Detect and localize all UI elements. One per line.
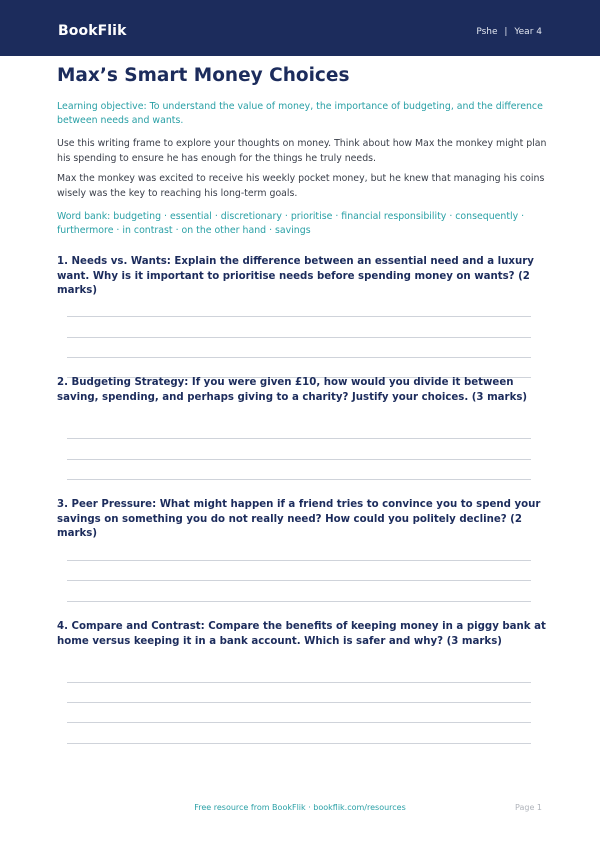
answer-line[interactable] [67,316,531,317]
answer-line[interactable] [67,337,531,338]
learning-objective: Learning objective: To understand the value of money, the importance of budgeting, and the difference between needs and wants. [57,101,543,126]
question-4: 4. Compare and Contrast: Compare the benefits of keeping money in a piggy bank at home versus keeping it in a bank account. Which is safer and why? (3 marks) [57,621,546,647]
page-title: Max’s Smart Money Choices [57,65,350,86]
header-bar [0,0,600,56]
answer-line[interactable] [67,357,531,358]
question-2: 2. Budgeting Strategy: If you were given £10, how would you divide it between saving, spending, and perhaps giving to a charity? Justify your choices. (3 marks) [57,377,528,403]
answer-line[interactable] [67,722,531,723]
answer-line[interactable] [67,580,531,581]
meta-separator: | [504,27,508,37]
answer-line[interactable] [67,682,531,683]
subject-year-label [476,27,542,37]
story-paragraph: Max the monkey was excited to receive his weekly pocket money, but he knew that managing his coins wisely was the key to reaching his long-term goals. [57,173,545,199]
answer-line[interactable] [67,459,531,460]
answer-line[interactable] [67,438,531,439]
page-number: Page 1 [515,803,542,812]
answer-line[interactable] [67,743,531,744]
answer-line[interactable] [67,560,531,561]
answer-line[interactable] [67,702,531,703]
year-label: Year 4 [514,27,542,37]
answer-line[interactable] [67,601,531,602]
word-bank: Word bank: budgeting · essential · discretionary · prioritise · financial responsibility · consequently · furthermore · in contrast · on the other hand · savings [57,211,525,236]
subject-label: Pshe [476,27,498,37]
footer-credit: Free resource from BookFlik · bookflik.com/resources [194,803,406,812]
answer-line[interactable] [67,479,531,480]
question-3: 3. Peer Pressure: What might happen if a friend tries to convince you to spend your savings on something you do not really need? How could you politely decline? (2 marks) [57,499,541,539]
intro-paragraph: Use this writing frame to explore your thoughts on money. Think about how Max the monkey might plan his spending to ensure he has enough for the things he truly needs. [57,138,547,164]
brand-logo-text: BookFlik [58,23,127,39]
question-1: 1. Needs vs. Wants: Explain the difference between an essential need and a luxury want. Why is it important to prioritise needs before spending money on wants? (2 marks) [57,256,534,296]
